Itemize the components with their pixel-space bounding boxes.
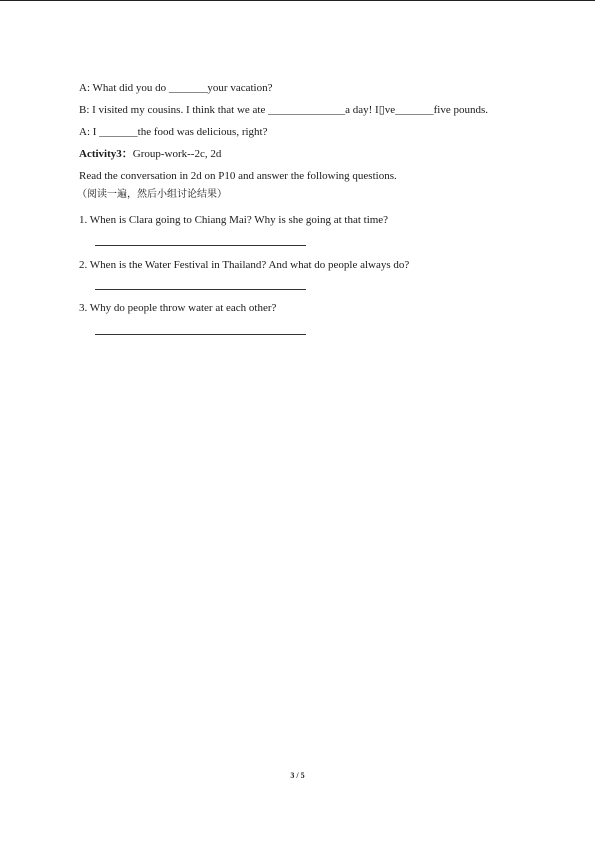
activity-instruction: Read the conversation in 2d on P10 and answer the following questions.: [79, 170, 397, 182]
activity-title: Group-work--2c, 2d: [132, 148, 222, 160]
answer-line-1[interactable]: [95, 245, 306, 246]
question-1: 1. When is Clara going to Chiang Mai? Why is she going at that time?: [79, 214, 389, 226]
activity-label: Activity3：: [79, 148, 133, 160]
answer-line-3[interactable]: [95, 334, 306, 335]
dialogue-line-a1: A: What did you do _______your vacation?: [79, 82, 273, 94]
dialogue-line-a2: A: I _______the food was delicious, right?: [79, 126, 268, 138]
activity-instruction-cn: （阅读一遍，然后小组讨论结果）: [77, 189, 227, 200]
question-2: 2. When is the Water Festival in Thailand? And what do people always do?: [79, 259, 410, 271]
question-3: 3. Why do people throw water at each other?: [79, 302, 277, 314]
dialogue-line-b1: B: I visited my cousins. I think that we ate ______________a day! I▯ve_______five pounds.: [79, 104, 489, 116]
top-border-rule: [0, 0, 595, 1]
activity-heading: [79, 147, 221, 161]
answer-line-2[interactable]: [95, 289, 306, 290]
page-number: 3 / 5: [290, 771, 305, 780]
